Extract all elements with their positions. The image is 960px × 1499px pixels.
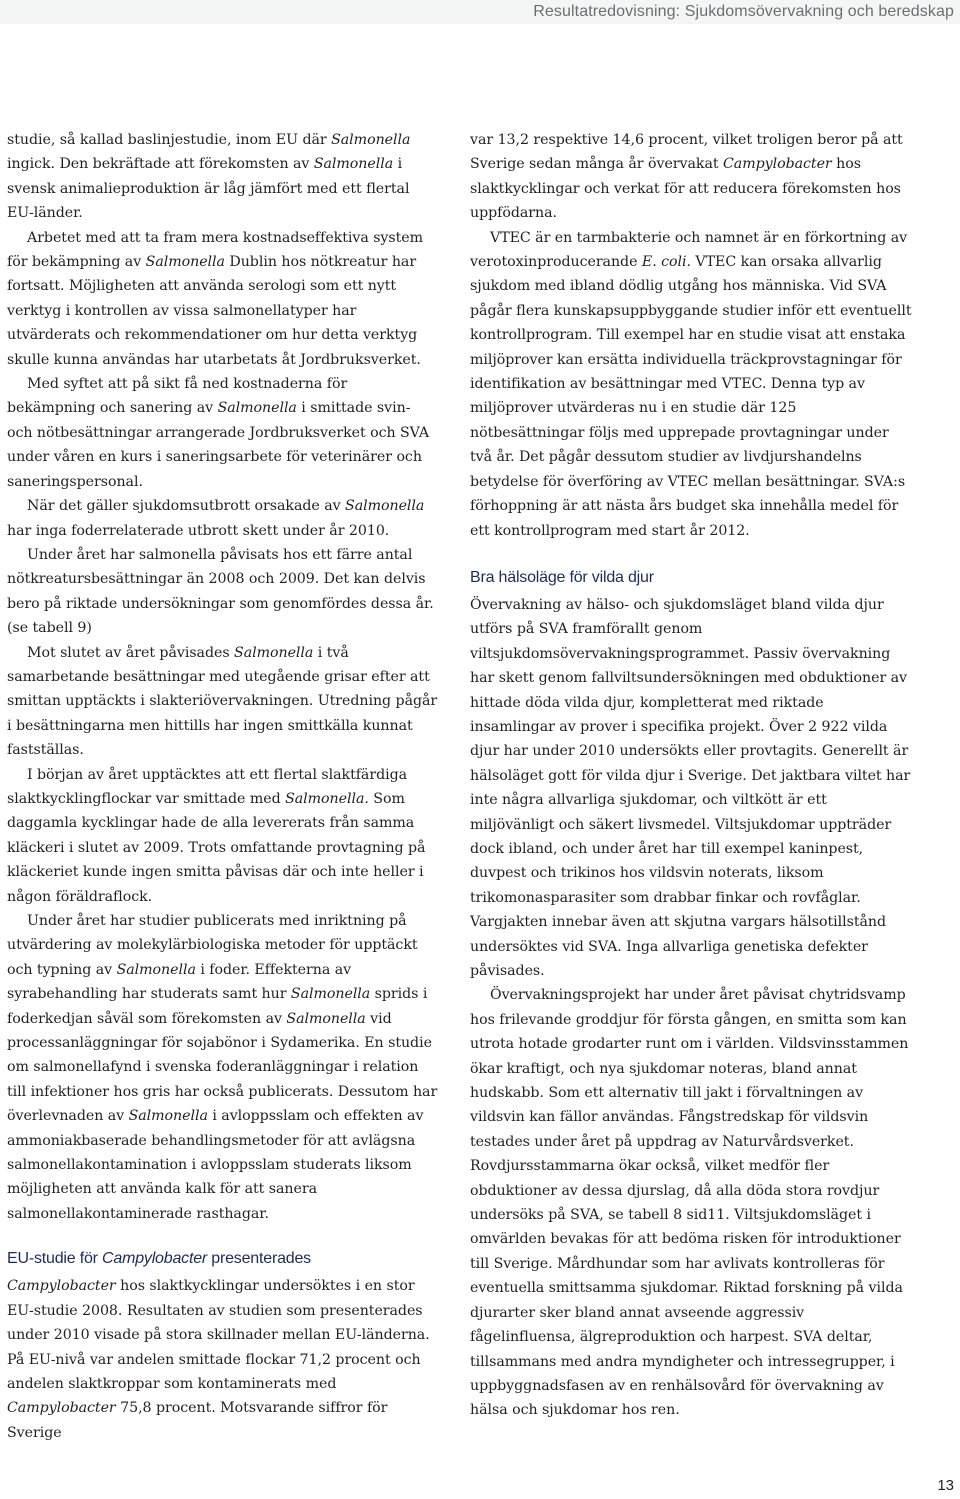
page-number: 13 — [937, 1477, 954, 1494]
paragraph: Med syftet att på sikt få ned kostnaderna för bekämpning och sanering av Salmonella i smittade svin- och nötbesättningar arrangerade Jordbruksverket och SVA under våren en kurs i saneringsarbete för veterinärer och saneringspersonal. — [7, 376, 430, 490]
paragraph: Arbetet med att ta fram mera kostnadseffektiva system för bekämpning av Salmonella Dublin hos nötkreatur har fortsatt. Möjligheten att använda serologi som ett nytt verktyg i kontrollen av vissa salmonellatyper har utvärderats och rekommendationer om hur detta verktyg skulle kunna användas har utarbetats åt Jordbruksverket. — [7, 229, 424, 368]
italic-term: Salmonella — [234, 644, 314, 661]
paragraph: studie, så kallad baslinjestudie, inom EU där Salmonella ingick. Den bekräftade att förekomsten av Salmonella i svensk animalieproduktion är låg jämfört med ett flertal EU-länder. — [7, 132, 411, 222]
italic-term: Salmonella. — [285, 790, 369, 807]
paragraph: I början av året upptäcktes att ett flertal slaktfärdiga slaktkycklingflockar var smittade med Salmonella. Som daggamla kycklingar hade de alla levererats från samma kläckeri i slutet av 2009. Trots omfattande provtagning på kläckeriet kunde ingen smitta påvisas där och inte heller i någon föräldraflock. — [7, 766, 426, 905]
paragraph: Övervakning av hälso- och sjukdomsläget bland vilda djur utförs på SVA framförallt genom viltsjukdomsövervakningsprogrammet. Passiv övervakning har skett genom fallviltsundersökningen med obduktioner av hittade döda vilda djur, kompletterat med riktade insamlingar av prover i specifika projekt. Över 2 922 vilda djur har under 2010 undersökts eller provtagits. Generellt är hälsoläget gott för vilda djur i Sverige. Det jaktbara viltet har inte några allvarliga sjukdomar, och viltkött är ett miljövänligt och säkert livsmedel. Viltsjukdomar uppträder dock ibland, och under året har till exempel kaninpest, duvpest och trikinos hos vildsvin noterats, liksom trikomonasparasiter som drabbar finkar och rovfåglar. Vargjakten innebar även att skjutna vargars hälsotillstånd undersöktes vid SVA. Inga allvarliga genetiska defekter påvisades. — [470, 596, 911, 979]
section-heading-wildlife: Bra hälsoläge för vilda djur — [470, 568, 654, 586]
right-column — [470, 128, 912, 1423]
paragraph: När det gäller sjukdomsutbrott orsakade av Salmonella har inga foderrelaterade utbrott skett under år 2010. — [7, 498, 425, 539]
italic-term: Salmonella — [313, 156, 394, 173]
left-column — [7, 128, 439, 1445]
italic-term: E. coli. — [641, 254, 691, 271]
italic-term: Campylobacter — [7, 1278, 116, 1295]
running-header — [0, 0, 960, 24]
paragraph: Mot slutet av året påvisades Salmonella i två samarbetande besättningar med utegående grisar efter att smittan upptäckts i slakteriövervakningen. Utredning pågår i besättningarna men hittills har ingen smittkälla kunnat fastställas. — [7, 644, 438, 759]
paragraph: Campylobacter hos slaktkycklingar undersöktes i en stor EU-studie 2008. Resultaten av studien som presenterades under 2010 visade på stora skillnader mellan EU-länderna. På EU-nivå var andelen smittade flockar 71,2 procent och andelen slaktkroppar som kontaminerats med Campylobacter 75,8 procent. Motsvarande siffror för Sverige — [7, 1278, 430, 1441]
paragraph: VTEC är en tarmbakterie och namnet är en förkortning av verotoxinproducerande E. coli. VTEC kan orsaka allvarlig sjukdom med ibland dödlig utgång hos människa. Vid SVA pågår flera kunskapsuppbyggande studier inför ett eventuellt kontrollprogram. Till exempel har en studie visat att enstaka miljöprover kan ersätta individuella träckprovstagningar för identifikation av besättningar med VTEC. Denna typ av miljöprover utvärderas nu i en studie där 125 nötbesättningar följs med upprepade provtagningar under två år. Det pågår dessutom studier av livdjurshandelns betydelse för överföring av VTEC mellan besättningar. SVA:s förhoppning är att nästa års budget ska innehålla medel för ett kontrollprogram med start år 2012. — [470, 229, 912, 539]
italic-term: Campylobacter — [722, 156, 832, 173]
italic-term: Campylobacter — [102, 1250, 208, 1268]
italic-term: Salmonella — [128, 1108, 208, 1125]
italic-term: Salmonella — [145, 254, 225, 271]
italic-term: Salmonella — [286, 1010, 366, 1027]
italic-term: Salmonella — [290, 986, 371, 1003]
running-header-title: Resultatredovisning: Sjukdomsövervakning och beredskap — [533, 3, 954, 20]
italic-term: Salmonella — [331, 132, 411, 148]
paragraph: Övervakningsprojekt har under året påvisat chytridsvamp hos frilevande groddjur för första gången, en smitta som kan utrota hotade grodarter runt om i världen. Vildsvinsstammen ökar kraftigt, och nya sjukdomar noteras, bland annat hudskabb. Som ett alternativ till jakt i förvaltningen av vildsvin kan fällor användas. Fångstredskap för vildsvin testades under året på uppdrag av Naturvårdsverket. Rovdjursstammarna ökar också, vilket medför fler obduktioner av dessa djurslag, då alla döda stora rovdjur undersöks på SVA, se tabell 8 sid11. Viltsjukdomsläget i omvärlden bevakas för att bedöma risken för introduktioner till Sverige. Mårdhundar som har avlivats kontrolleras för eventuella smittsamma sjukdomar. Riktad forskning på vilda djurarter sker bland annat avseende aggressiv fågelinfluensa, älgreproduktion och harpest. SVA deltar, tillsammans med andra myndigheter och intressegrupper, i uppbyggnadsfasen av en renhälsovård för övervakning av hälsa och sjukdomar hos ren. — [470, 987, 909, 1419]
italic-term: Salmonella — [217, 400, 297, 417]
italic-term: Salmonella — [116, 961, 196, 978]
paragraph: Under året har salmonella påvisats hos ett färre antal nötkreatursbesättningar än 2008 och 2009. Det kan delvis bero på riktade undersökningar som genomfördes dessa år. (se tabell 9) — [7, 546, 434, 637]
paragraph: Under året har studier publicerats med inriktning på utvärdering av molekylärbiologiska metoder för upptäckt och typning av Salmonella i foder. Effekterna av syrabehandling har studerats samt hur Salmonella sprids i foderkedjan såväl som förekomsten av Salmonella vid processanläggningar för sojabönor i Sydamerika. En studie om salmonellafynd i svenska foderanläggningar i relation till infektioner hos gris har också publicerats. Dessutom har överlevnaden av Salmonella i avloppsslam och effekten av ammoniakbaserade behandlingsmetoder för att avlägsna salmonellakontamination i avloppsslam studerats liksom möjligheten att använda kalk för att sanera salmonellakontaminerade rasthagar. — [7, 913, 438, 1222]
section-heading-campylobacter: EU-studie för Campylobacter presenterades — [7, 1250, 311, 1268]
italic-term: Campylobacter — [7, 1400, 116, 1417]
paragraph: var 13,2 respektive 14,6 procent, vilket troligen beror på att Sverige sedan många år övervakat Campylobacter hos slaktkycklingar och verkat för att reducera förekomsten hos uppfödarna. — [470, 132, 903, 222]
italic-term: Salmonella — [345, 498, 425, 515]
